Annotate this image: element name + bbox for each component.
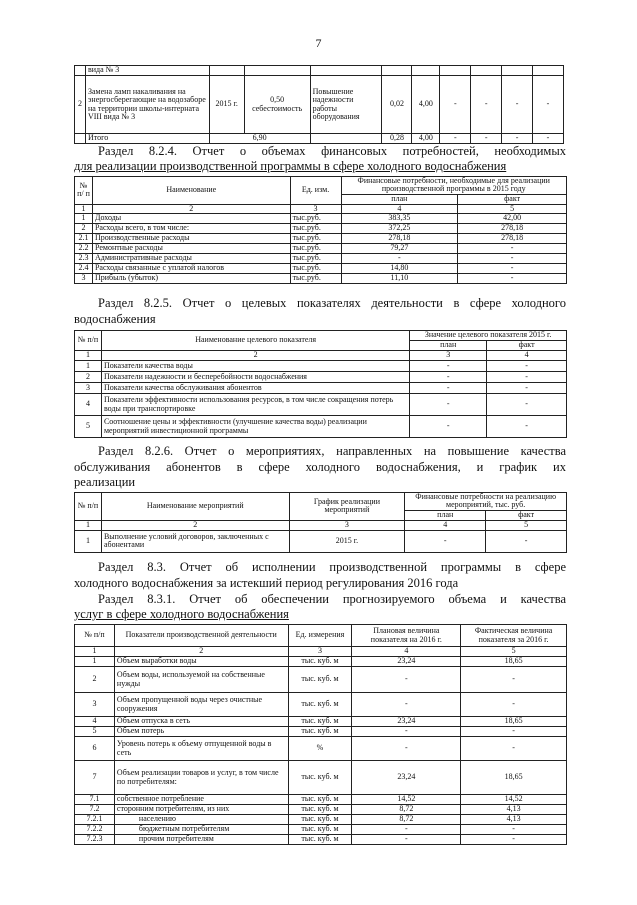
s83-heading-line2: холодного водоснабжения за истекший период регулирования 2016 года: [74, 576, 459, 590]
table-row: [75, 825, 567, 835]
row-fact: 278,18: [458, 224, 567, 234]
s826-head-plan: план: [405, 510, 486, 520]
row-fact: 42,00: [458, 214, 567, 224]
row-name: Расходы связанные с уплатой налогов: [92, 264, 290, 274]
table-row: [75, 361, 567, 372]
row-fact: 4,13: [461, 815, 567, 825]
top-row2-v1: 0,02: [382, 76, 412, 134]
row-name: Расходы всего, в том числе:: [92, 224, 290, 234]
s824-heading-line1: Раздел 8.2.4. Отчет о объемах финансовых потребностей, необходимых: [98, 144, 566, 158]
row-unit: тыс. куб. м: [288, 815, 352, 825]
row-name: Объем пропущенной воды через очистные сооружения: [114, 693, 288, 717]
table-row: [75, 727, 567, 737]
s826-table: [74, 492, 567, 553]
row-fact: -: [458, 254, 567, 264]
row-name: Показатели качества обслуживания абонентов: [101, 383, 409, 394]
row-num: 3: [75, 274, 93, 284]
row-plan: -: [410, 394, 487, 416]
row-unit: тыс.руб.: [290, 254, 341, 264]
row-name: Административные расходы: [92, 254, 290, 264]
row-unit: тыс.руб.: [290, 244, 341, 254]
top-row2-d4: -: [533, 76, 564, 134]
row-plan: 8,72: [352, 815, 461, 825]
s826-colnum: 2: [101, 520, 289, 530]
s825-heading-line2: водоснабжения: [74, 312, 156, 326]
row-unit: тыс.руб.: [290, 234, 341, 244]
s825-head-num: № п/п: [75, 331, 102, 351]
s831-head-unit: Ед. измерения: [288, 625, 352, 647]
page-number: 7: [315, 36, 322, 50]
table-row: [75, 717, 567, 727]
s824-head-num: № п/ п: [75, 177, 93, 205]
top-row2-num: 2: [75, 76, 86, 134]
table-row: [75, 761, 567, 795]
table-row: [75, 416, 567, 438]
top-total-d2: -: [471, 134, 502, 144]
s825-colnum: 2: [101, 351, 409, 361]
s824-table: [74, 176, 567, 284]
s824-colnum: 4: [341, 204, 458, 213]
row-fact: -: [486, 530, 567, 552]
table-row: [75, 815, 567, 825]
s824-colnum: 2: [92, 204, 290, 213]
s824-head-fact: факт: [458, 194, 567, 204]
table-row: [75, 805, 567, 815]
row-num: 7.2: [75, 805, 115, 815]
row-fact: -: [458, 274, 567, 284]
s825-colnum: 4: [487, 351, 567, 361]
row-num: 2.1: [75, 234, 93, 244]
row-name: собственное потребление: [114, 795, 288, 805]
s83-heading-line1: Раздел 8.3. Отчет об исполнении производственной программы в сфере: [98, 560, 566, 574]
row-name: Прибыль (убыток): [92, 274, 290, 284]
row-fact: 4,13: [461, 805, 567, 815]
table-row: [75, 530, 567, 552]
s824-head-unit: Ед. изм.: [290, 177, 341, 205]
row-num: 7.2.3: [75, 835, 115, 845]
row-name: населению: [114, 815, 288, 825]
table-row: [75, 224, 567, 234]
s824-heading-line2: для реализации производственной программы в сфере холодного водоснабжения: [74, 159, 507, 173]
row-name: Показатели качества воды: [101, 361, 409, 372]
row-plan: 11,10: [341, 274, 458, 284]
row-name: Производственные расходы: [92, 234, 290, 244]
row-num: 7.2.2: [75, 825, 115, 835]
row-name: Показатели эффективности использования ресурсов, в том числе сокращения потерь воды при транспортировке: [101, 394, 409, 416]
s824-head-fin: Финансовые потребности, необходимые для реализации производственной программы в 2015 году: [341, 177, 567, 195]
row-plan: 14,52: [352, 795, 461, 805]
row-unit: тыс.руб.: [290, 274, 341, 284]
row-fact: -: [487, 394, 567, 416]
s831-colnum: 3: [288, 647, 352, 657]
row-plan: 14,80: [341, 264, 458, 274]
row-name: Доходы: [92, 214, 290, 224]
row-num: 1: [75, 530, 102, 552]
top-row2-d1: -: [440, 76, 471, 134]
row-plan: -: [352, 825, 461, 835]
row-name: Объем реализации товаров и услуг, в том числе по потребителям:: [114, 761, 288, 795]
row-plan: -: [341, 254, 458, 264]
s826-heading-line2: обслуживания абонентов в сфере холодного водоснабжения, и график их: [74, 460, 566, 474]
s831-colnum: 5: [461, 647, 567, 657]
top-row2-v2: 4,00: [412, 76, 440, 134]
row-unit: тыс. куб. м: [288, 693, 352, 717]
s826-head-schedule: График реализации мероприятий: [289, 493, 405, 521]
s831-colnum: 1: [75, 647, 115, 657]
row-fact: 18,65: [461, 717, 567, 727]
row-num: 3: [75, 693, 115, 717]
top-total-v2: 4,00: [412, 134, 440, 144]
s824-colnum: 3: [290, 204, 341, 213]
s825-head-val: Значение целевого показателя 2015 г.: [410, 331, 567, 341]
row-fact: -: [487, 372, 567, 383]
table-row: [75, 254, 567, 264]
s826-head-fin: Финансовые потребности на реализацию мероприятий, тыс. руб.: [405, 493, 567, 511]
row-unit: тыс. куб. м: [288, 795, 352, 805]
top-total-sum: 6,90: [209, 134, 310, 144]
row-plan: -: [410, 416, 487, 438]
s826-colnum: 5: [486, 520, 567, 530]
row-unit: тыс. куб. м: [288, 657, 352, 667]
row-plan: -: [352, 835, 461, 845]
top-total-label: Итого: [85, 134, 209, 144]
row-plan: -: [352, 737, 461, 761]
row-unit: тыс. куб. м: [288, 667, 352, 693]
row-name: Уровень потерь к объему отпущенной воды в сеть: [114, 737, 288, 761]
row-name: Показатели надежности и бесперебойности водоснабжения: [101, 372, 409, 383]
s825-colnum: 1: [75, 351, 102, 361]
row-plan: 23,24: [352, 657, 461, 667]
row-plan: 23,24: [352, 717, 461, 727]
s826-colnum: 4: [405, 520, 486, 530]
s831-heading-line2: услуг в сфере холодного водоснабжения: [74, 607, 289, 621]
row-num: 4: [75, 394, 102, 416]
row-fact: 18,65: [461, 657, 567, 667]
row-unit: %: [288, 737, 352, 761]
row-name: бюджетным потребителям: [114, 825, 288, 835]
row-name: Соотношение цены и эффективности (улучшение качества воды) реализации мероприятий инвестиционной программы: [101, 416, 409, 438]
row-unit: тыс. куб. м: [288, 727, 352, 737]
row-fact: -: [458, 264, 567, 274]
row-unit: тыс. куб. м: [288, 717, 352, 727]
row-fact: -: [458, 244, 567, 254]
row-plan: 383,35: [341, 214, 458, 224]
row-plan: 23,24: [352, 761, 461, 795]
row-fact: -: [461, 825, 567, 835]
top-total-d1: -: [440, 134, 471, 144]
row-name: Объем выработки воды: [114, 657, 288, 667]
row-num: 7: [75, 761, 115, 795]
s824-head-name: Наименование: [92, 177, 290, 205]
top-row2-year: 2015 г.: [209, 76, 244, 134]
s831-head-plan: Плановая величина показателя на 2016 г.: [352, 625, 461, 647]
row-plan: -: [352, 667, 461, 693]
row-fact: -: [461, 835, 567, 845]
s831-heading-line1: Раздел 8.3.1. Отчет об обеспечении прогнозируемого объема и качества: [98, 592, 566, 606]
row-plan: 8,72: [352, 805, 461, 815]
row-num: 7.2.1: [75, 815, 115, 825]
row-plan: -: [405, 530, 486, 552]
s826-heading-line3: реализации: [74, 475, 136, 489]
table-row: [75, 214, 567, 224]
row-schedule: 2015 г.: [289, 530, 405, 552]
s831-head-num: № п/п: [75, 625, 115, 647]
row-plan: -: [410, 372, 487, 383]
s831-colnum: 4: [352, 647, 461, 657]
top-row0-name: вида № 3: [85, 66, 209, 76]
row-num: 2.4: [75, 264, 93, 274]
top-table: [74, 65, 564, 144]
s831-colnum: 2: [114, 647, 288, 657]
top-row2-effect: Повышение надежности работы оборудования: [310, 76, 382, 134]
top-row2-name: Замена ламп накаливания на энергосберегающие на водозаборе на территории школы-интерната VIII вида № 3: [85, 76, 209, 134]
row-num: 1: [75, 361, 102, 372]
row-num: 5: [75, 416, 102, 438]
row-num: 2.3: [75, 254, 93, 264]
s826-head-name: Наименование мероприятий: [101, 493, 289, 521]
top-total-d4: -: [533, 134, 564, 144]
table-row: [75, 835, 567, 845]
row-fact: -: [461, 727, 567, 737]
s825-head-plan: план: [410, 341, 487, 351]
row-name: Ремонтные расходы: [92, 244, 290, 254]
row-fact: -: [487, 383, 567, 394]
s824-colnum: 1: [75, 204, 93, 213]
row-num: 5: [75, 727, 115, 737]
s825-head-name: Наименование целевого показателя: [101, 331, 409, 351]
row-num: 2.2: [75, 244, 93, 254]
row-fact: -: [461, 667, 567, 693]
s826-head-num: № п/п: [75, 493, 102, 521]
row-num: 7.1: [75, 795, 115, 805]
row-num: 6: [75, 737, 115, 761]
s825-table: [74, 330, 567, 438]
row-plan: 79,27: [341, 244, 458, 254]
row-fact: -: [461, 737, 567, 761]
top-row2-d3: -: [502, 76, 533, 134]
row-fact: -: [487, 416, 567, 438]
s825-colnum: 3: [410, 351, 487, 361]
row-fact: 278,18: [458, 234, 567, 244]
row-unit: тыс. куб. м: [288, 805, 352, 815]
table-row: [75, 234, 567, 244]
table-row: [75, 383, 567, 394]
row-fact: -: [461, 693, 567, 717]
s826-head-fact: факт: [486, 510, 567, 520]
row-plan: -: [410, 383, 487, 394]
row-num: 1: [75, 657, 115, 667]
s824-colnum: 5: [458, 204, 567, 213]
row-name: Объем потерь: [114, 727, 288, 737]
table-row: [75, 667, 567, 693]
table-row: [75, 244, 567, 254]
row-name: Объем отпуска в сеть: [114, 717, 288, 727]
row-num: 2: [75, 224, 93, 234]
row-unit: тыс.руб.: [290, 264, 341, 274]
row-name: сторонним потребителям, из них: [114, 805, 288, 815]
s826-colnum: 3: [289, 520, 405, 530]
row-name: Объем воды, используемой на собственные нужды: [114, 667, 288, 693]
s831-head-name: Показатели производственной деятельности: [114, 625, 288, 647]
row-unit: тыс.руб.: [290, 224, 341, 234]
table-row: [75, 274, 567, 284]
row-unit: тыс. куб. м: [288, 825, 352, 835]
s825-heading-line1: Раздел 8.2.5. Отчет о целевых показателях деятельности в сфере холодного: [98, 296, 566, 310]
row-plan: -: [352, 693, 461, 717]
row-name: Выполнение условий договоров, заключенных с абонентами: [101, 530, 289, 552]
row-fact: -: [487, 361, 567, 372]
row-plan: -: [410, 361, 487, 372]
s824-head-plan: план: [341, 194, 458, 204]
row-num: 4: [75, 717, 115, 727]
table-row: [75, 372, 567, 383]
row-unit: тыс.руб.: [290, 214, 341, 224]
row-unit: тыс. куб. м: [288, 835, 352, 845]
s826-heading-line1: Раздел 8.2.6. Отчет о мероприятиях, направленных на повышение качества: [98, 444, 566, 458]
table-row: [75, 693, 567, 717]
table-row: [75, 394, 567, 416]
s831-table: [74, 624, 567, 845]
table-row: [75, 795, 567, 805]
row-num: 3: [75, 383, 102, 394]
top-row2-cost: 0,50 себестоимость: [244, 76, 310, 134]
row-num: 2: [75, 667, 115, 693]
row-plan: -: [352, 727, 461, 737]
row-num: 1: [75, 214, 93, 224]
row-fact: 14,52: [461, 795, 567, 805]
row-fact: 18,65: [461, 761, 567, 795]
row-plan: 278,18: [341, 234, 458, 244]
table-row: [75, 737, 567, 761]
s826-colnum: 1: [75, 520, 102, 530]
s825-head-fact: факт: [487, 341, 567, 351]
table-row: [75, 264, 567, 274]
row-plan: 372,25: [341, 224, 458, 234]
row-num: 2: [75, 372, 102, 383]
top-row2-d2: -: [471, 76, 502, 134]
s831-head-fact: Фактическая величина показателя за 2016 г.: [461, 625, 567, 647]
row-name: прочим потребителям: [114, 835, 288, 845]
table-row: [75, 657, 567, 667]
row-unit: тыс. куб. м: [288, 761, 352, 795]
top-total-v1: 0,28: [382, 134, 412, 144]
top-total-d3: -: [502, 134, 533, 144]
